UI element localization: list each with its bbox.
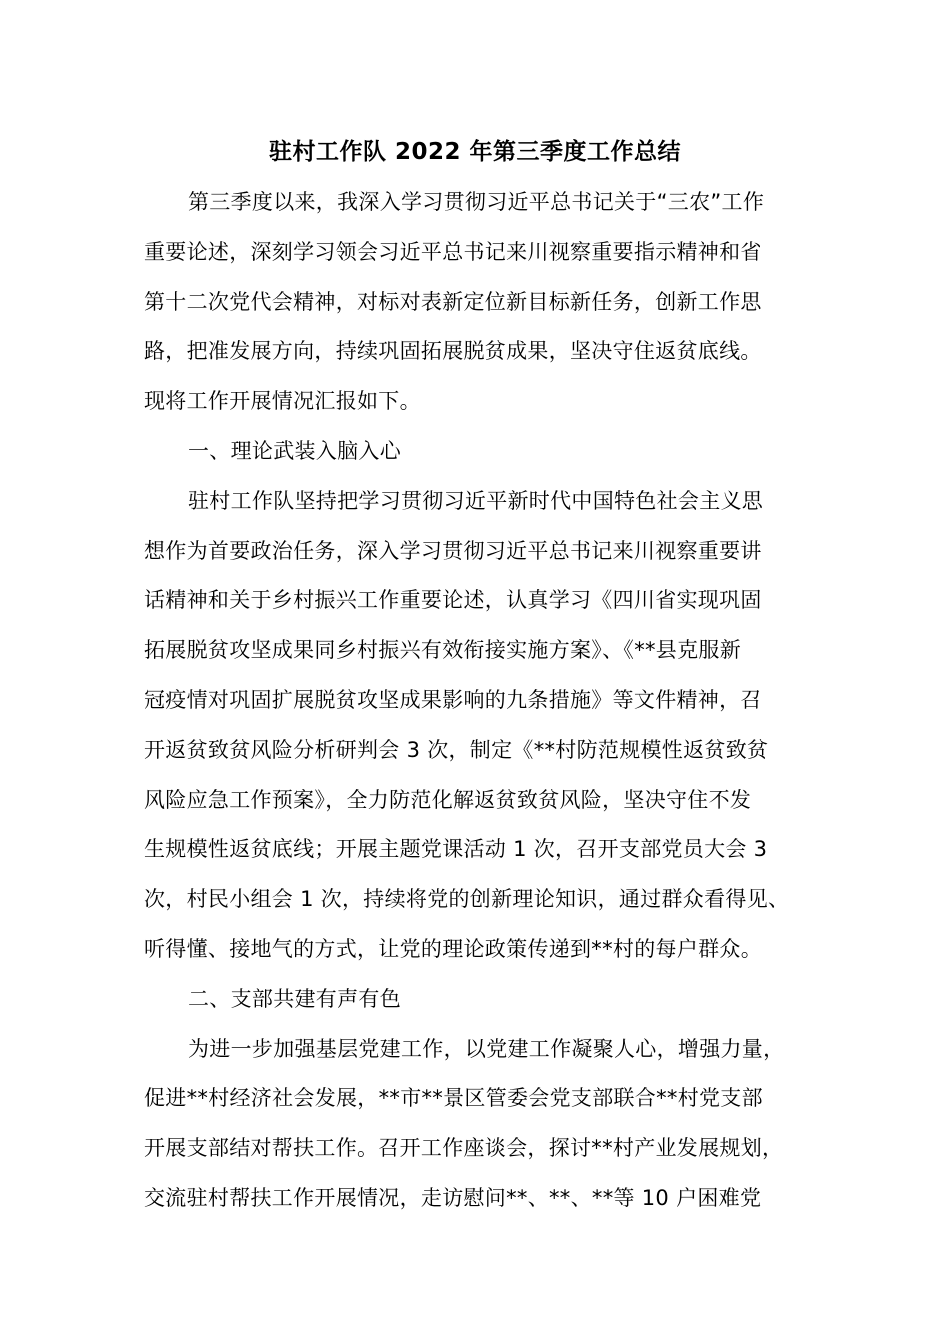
text-line: 想作为首要政治任务，深入学习贯彻习近平总书记来川视察重要讲 xyxy=(144,538,762,563)
text-line: 交流驻村帮扶工作开展情况，走访慰问**、**、**等 10 户困难党 xyxy=(144,1185,762,1210)
section-heading: 一、理论武装入脑入心 xyxy=(188,438,401,463)
text-line: 第三季度以来，我深入学习贯彻习近平总书记关于“三农”工作 xyxy=(188,190,765,214)
section-heading: 二、支部共建有声有色 xyxy=(188,986,401,1011)
text-line: 路，把准发展方向，持续巩固拓展脱贫成果，坚决守住返贫底线。 xyxy=(144,339,762,364)
text-line: 听得懂、接地气的方式，让党的理论政策传递到**村的每户群众。 xyxy=(144,936,762,961)
text-line: 风险应急工作预案》，全力防范化解返贫致贫风险，坚决守住不发 xyxy=(144,787,752,812)
text-line: 拓展脱贫攻坚成果同乡村振兴有效衔接实施方案》、《**县克服新 xyxy=(144,638,741,663)
text-line: 开展支部结对帮扶工作。召开工作座谈会，探讨**村产业发展规划， xyxy=(144,1136,784,1161)
text-line: 开返贫致贫风险分析研判会 3 次，制定《**村防范规模性返贫致贫 xyxy=(144,737,769,762)
document-body xyxy=(144,178,834,1224)
text-line: 驻村工作队坚持把学习贯彻习近平新时代中国特色社会主义思 xyxy=(188,488,764,513)
text-line: 生规模性返贫底线；开展主题党课活动 1 次，召开支部党员大会 3 xyxy=(144,837,768,862)
text-line: 第十二次党代会精神，对标对表新定位新目标新任务，创新工作思 xyxy=(144,289,762,314)
text-line: 促进**村经济社会发展，**市**景区管委会党支部联合**村党支部 xyxy=(144,1086,763,1111)
text-line: 重要论述，深刻学习领会习近平总书记来川视察重要指示精神和省 xyxy=(144,239,762,264)
text-line: 话精神和关于乡村振兴工作重要论述，认真学习《四川省实现巩固 xyxy=(144,588,762,613)
document-title: 驻村工作队 2022 年第三季度工作总结 xyxy=(268,139,682,165)
text-line: 现将工作开展情况汇报如下。 xyxy=(144,389,421,414)
text-line: 次，村民小组会 1 次，持续将党的创新理论知识，通过群众看得见、 xyxy=(144,887,790,912)
text-line: 为进一步加强基层党建工作，以党建工作凝聚人心，增强力量， xyxy=(188,1036,785,1061)
text-line: 冠疫情对巩固扩展脱贫攻坚成果影响的九条措施》等文件精神，召 xyxy=(144,687,762,712)
